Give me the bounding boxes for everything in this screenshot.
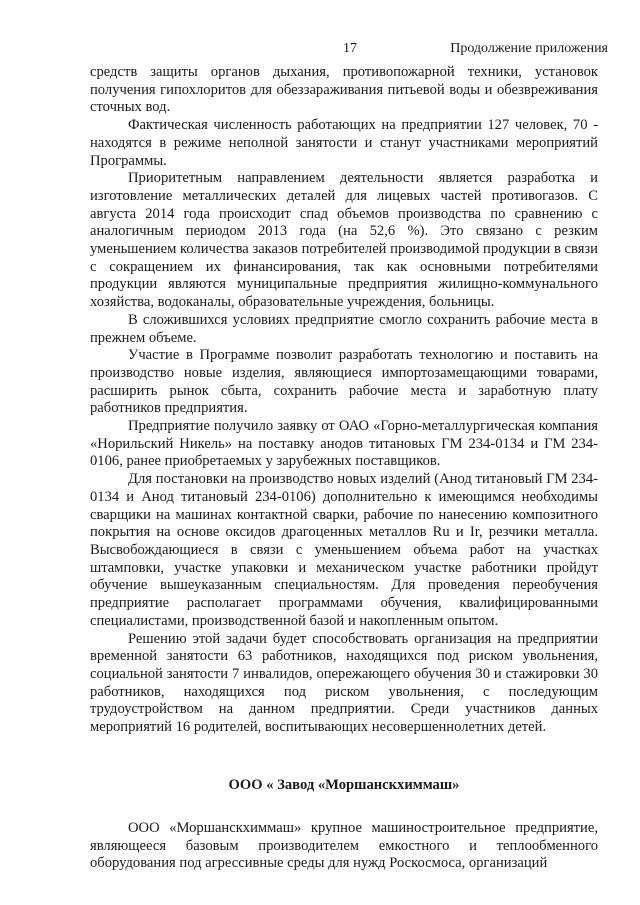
section-title: ООО « Завод «Моршанскхиммаш» bbox=[228, 777, 460, 793]
body-text bbox=[90, 64, 598, 737]
paragraph-6: Предприятие получило заявку от ОАО «Горно-металлургическая компания «Норильский Никель» на поставку анодов титановых ГМ 234-0134 и ГМ 234-0106, ранее приобретаемых у зарубежных поставщиков. bbox=[90, 418, 598, 470]
paragraph-3: Приоритетным направлением деятельности является разработка и изготовление металлических деталей для лицевых частей противогазов. С августа 2014 года происходит спад объемов производства по сравнению с аналогичным периодом 2013 года (на 52,6 %). Это связано с резким уменьшением количества заказов потребителей производимой продукции в связи с сокращением их финансирования, так как основными потребителями продукции являются муниципальные предприятия жилищно-коммунального хозяйства, водоканалы, образовательные учреждения, больницы. bbox=[90, 170, 598, 311]
paragraph-7: Для постановки на производство новых изделий (Анод титановый ГМ 234-0134 и Анод титановый 234-0106) дополнительно к имеющимся необходимы сварщики на машинах контактной сварки, рабочие по нанесению композитного покрытия на основе оксидов драгоценных металлов Ru и Ir, резчики металла. Высвобождающиеся в связи с уменьшением объема работ на участках штамповки, участке упаковки и механическом участке работники пройдут обучение вышеуказанным специальностям. Для проведения переобучения предприятие располагает программами обучения, квалифицированными специалистами, производственной базой и накопленным опытом. bbox=[90, 471, 598, 629]
paragraph-8: Решению этой задачи будет способствовать организация на предприятии временной занятости 63 работников, находящихся под риском увольнения, социальной занятости 7 инвалидов, опережающего обучения 30 и стажировки 30 работников, находящихся под риском увольнения, с последующим трудоустройством на данном предприятии. Среди участников данных мероприятий 16 родителей, воспитывающих несовершеннолетних детей. bbox=[90, 630, 598, 736]
paragraph-1: средств защиты органов дыхания, противопожарной техники, установок получения гипохлоритов для обеззараживания питьевой воды и обезвреживания сточных вод. bbox=[90, 64, 598, 116]
paragraph-2: Фактическая численность работающих на предприятии 127 человек, 70 - находятся в режиме неполной занятости и станут участниками мероприятий Программы. bbox=[90, 117, 598, 169]
page-number: 17 bbox=[343, 41, 357, 56]
section-paragraph: ООО «Моршанскхиммаш» крупное машиностроительное предприятие, являющееся базовым производителем емкостного и теплообменного оборудования под агрессивные среды для нужд Роскосмоса, организаций bbox=[90, 820, 598, 872]
section-body bbox=[90, 820, 598, 873]
paragraph-5: Участие в Программе позволит разработать технологию и поставить на производство новые изделия, являющиеся импортозамещающими товарами, расширить рынок сбыта, сохранить рабочие места и заработную плату работников предприятия. bbox=[90, 347, 598, 417]
paragraph-4: В сложившихся условиях предприятие смогло сохранить рабочие места в прежнем объеме. bbox=[90, 311, 598, 346]
running-head: Продолжение приложения bbox=[450, 41, 608, 56]
